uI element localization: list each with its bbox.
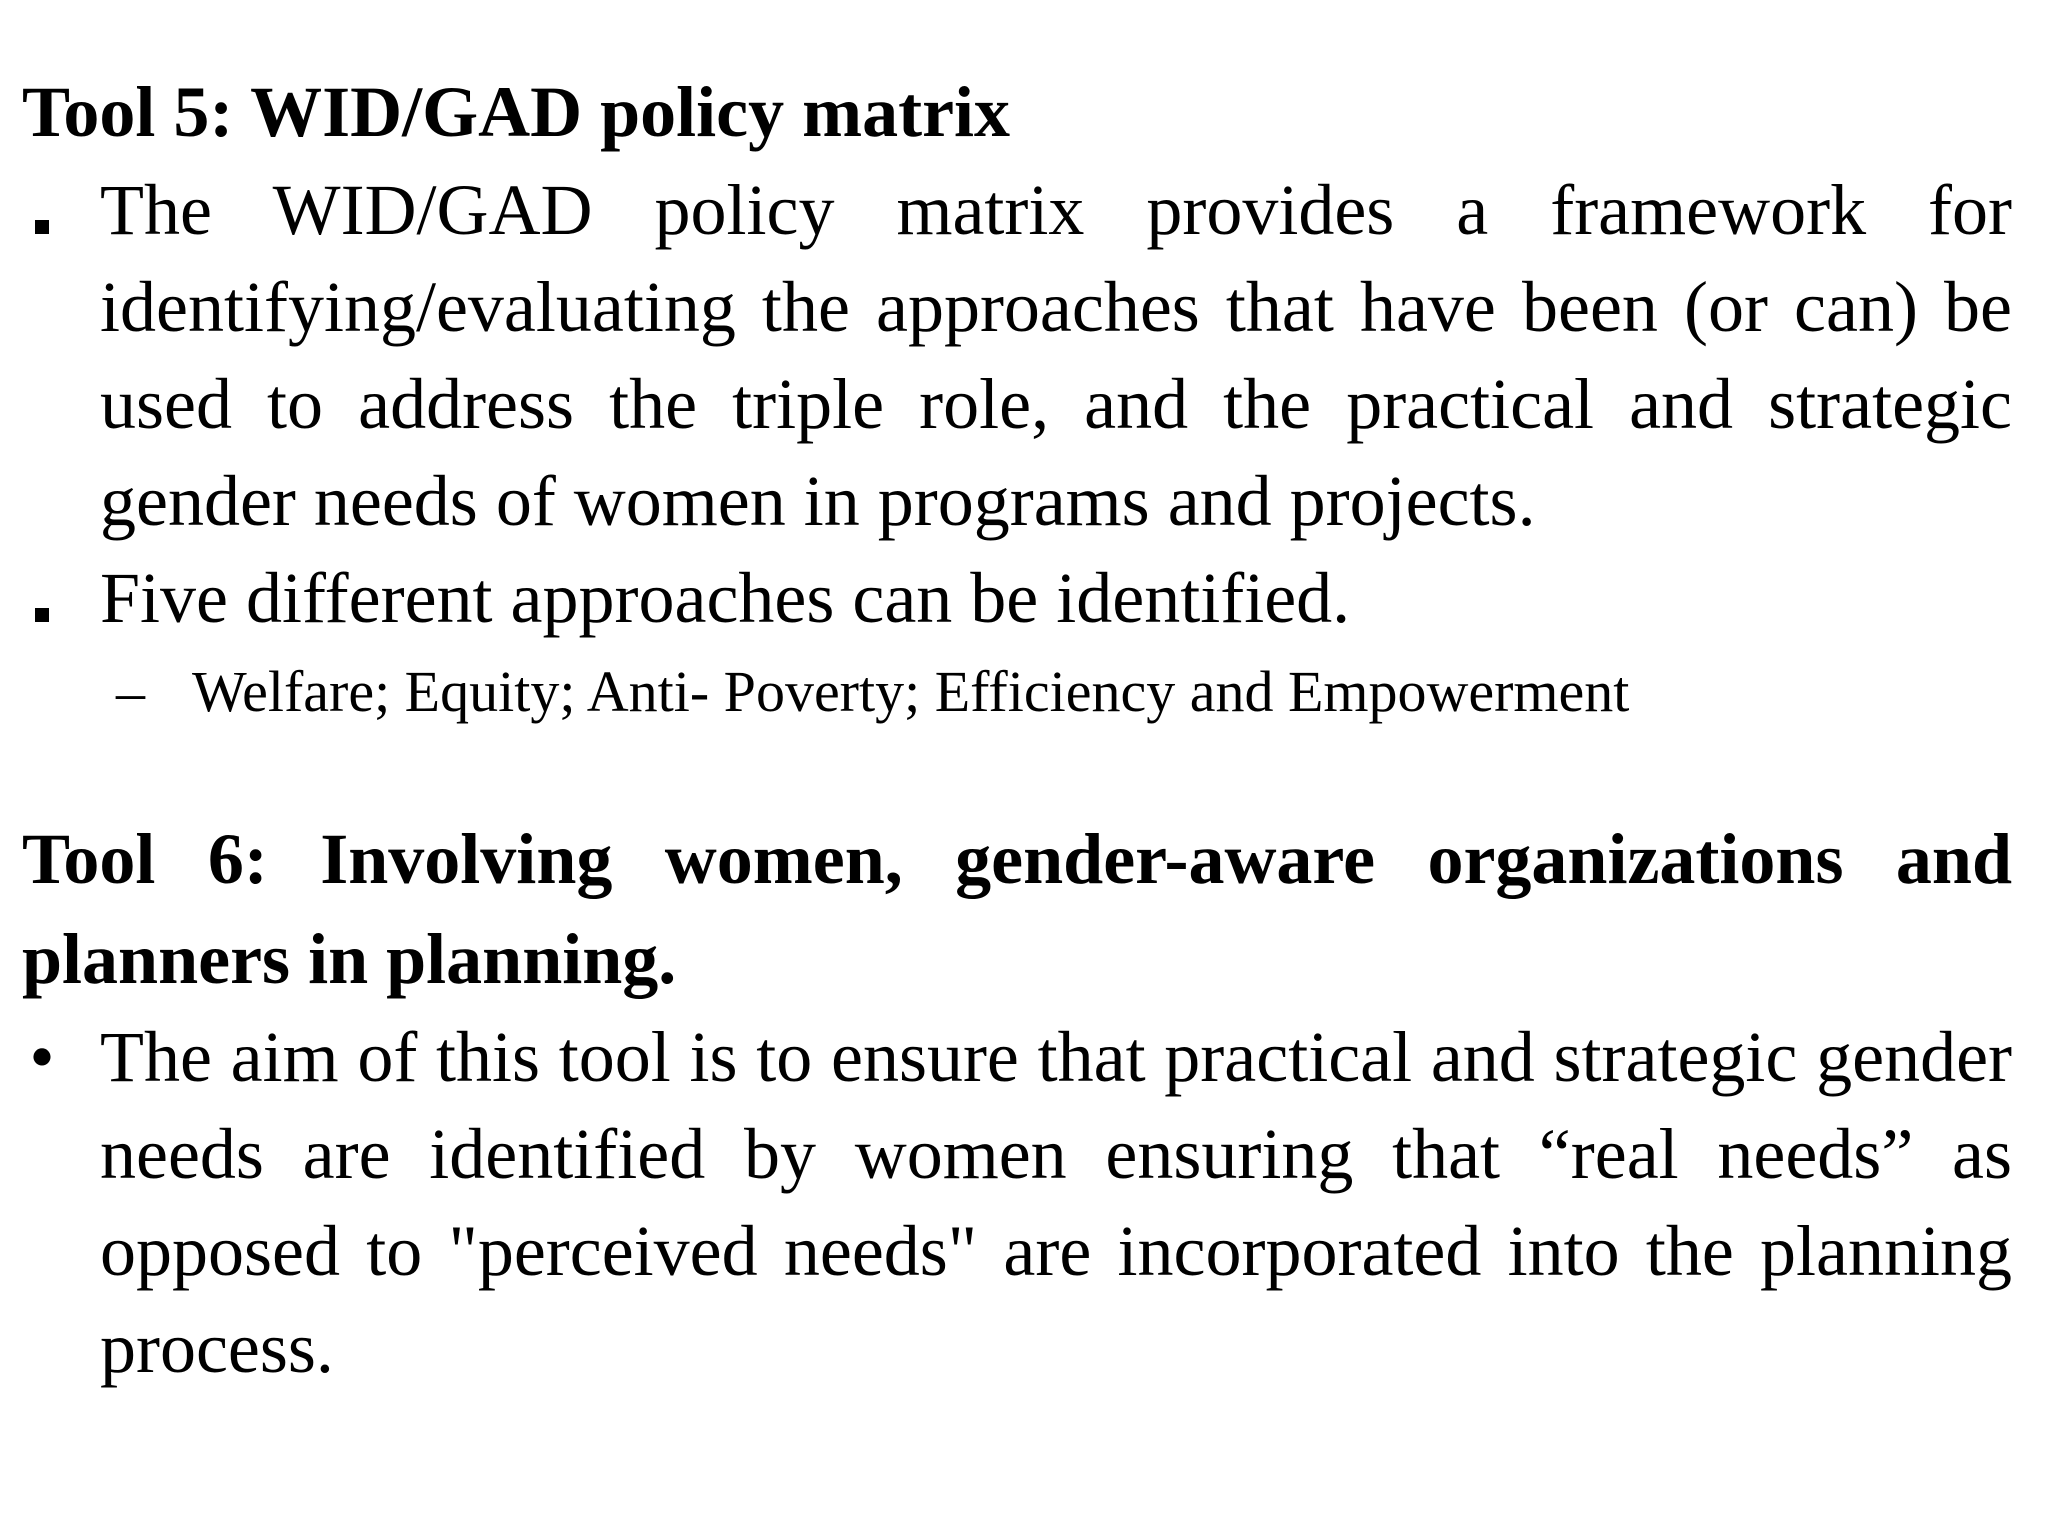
tool5-bullet-2 <box>22 550 2012 647</box>
slide-content <box>22 62 2012 1397</box>
square-bullet-icon <box>22 550 62 647</box>
dash-bullet-icon: – <box>116 659 145 724</box>
section-spacer <box>22 737 2012 809</box>
tool5-sub-bullet <box>22 647 2012 737</box>
tool5-bullet-2-text: Five different approaches can be identified. <box>100 558 1351 638</box>
tool5-bullet-1 <box>22 162 2012 550</box>
tool6-bullet-1 <box>22 1009 2012 1397</box>
approaches-list: Welfare; Equity; Anti- Poverty; Efficiency and Empowerment <box>192 659 1630 724</box>
tool5-heading: Tool 5: WID/GAD policy matrix <box>22 72 1011 152</box>
tool5-bullet-1-text: The WID/GAD policy matrix provides a framework for identifying/evaluating the approaches that have been (or can) be used to address the triple role, and the practical and strategic gender needs of women in programs and projects. <box>100 170 2012 541</box>
square-bullet-icon <box>22 162 62 259</box>
tool6-heading: Tool 6: Involving women, gender-aware organizations and planners in planning. <box>22 819 2012 999</box>
dot-bullet-icon: • <box>29 1017 55 1097</box>
tool6-bullet-1-text: The aim of this tool is to ensure that practical and strategic gender needs are identified by women ensuring that “real needs” as opposed to "perceived needs" are incorporated into the planning process. <box>100 1017 2012 1388</box>
